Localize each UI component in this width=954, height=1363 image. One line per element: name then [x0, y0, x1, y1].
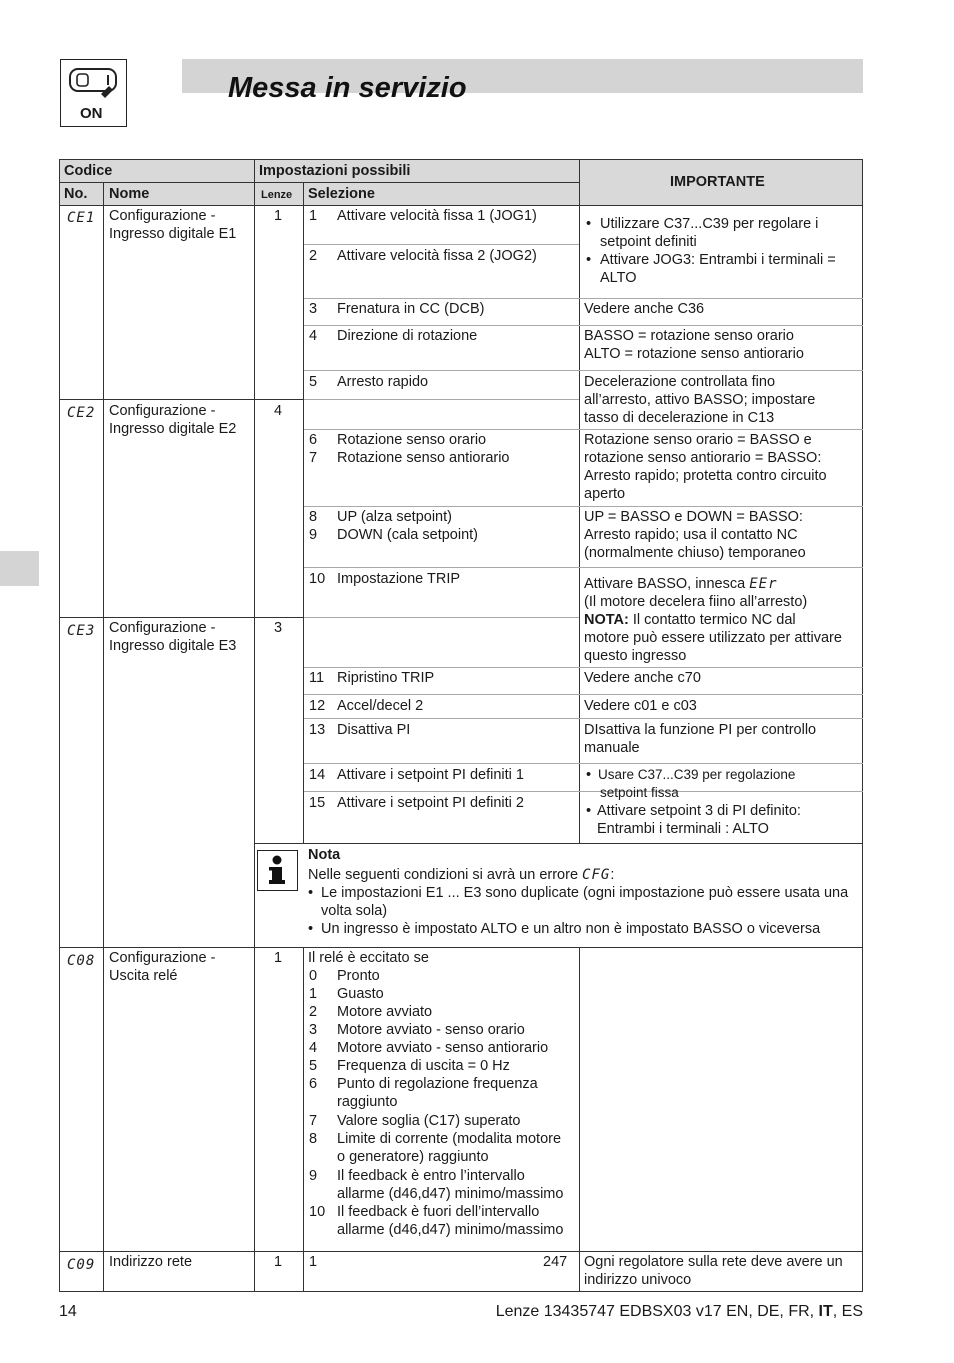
- sel-text-9: DOWN (cala setpoint): [337, 527, 479, 543]
- nota-bullet1-line1: Le impostazioni E1 ... E3 sono duplicate (ogni impostazione può essere usata una: [321, 885, 849, 901]
- note-reset: Vedere anche c70: [584, 670, 701, 686]
- bullet: •: [586, 767, 592, 783]
- sel-text-7: Rotazione senso antiorario: [337, 450, 510, 466]
- relay-num-1: 1: [309, 986, 318, 1002]
- relay-text-10-line1: Il feedback è fuori dell’intervallo: [337, 1204, 540, 1220]
- note-jog-line2: setpoint definiti: [600, 234, 697, 250]
- relay-text-10-line2: allarme (d46,d47) minimo/massimo: [337, 1222, 564, 1238]
- note-c09-line2: indirizzo univoco: [584, 1272, 692, 1288]
- name-ce1-line1: Configurazione -: [109, 208, 216, 224]
- sel-text-8: UP (alza setpoint): [337, 509, 452, 525]
- note-pi-set-line1: Usare C37...C39 per regolazione: [598, 767, 796, 782]
- sel-num-2: 2: [309, 248, 318, 264]
- relay-num-0: 0: [309, 968, 318, 984]
- relay-num-7: 7: [309, 1113, 318, 1129]
- page-title: Messa in servizio: [228, 72, 467, 104]
- note-trip-nota-label: NOTA:: [584, 612, 629, 628]
- relay-text-3: Motore avviato - senso orario: [337, 1022, 525, 1038]
- sel-text-6: Rotazione senso orario: [337, 432, 487, 448]
- nota-title: Nota: [308, 847, 341, 863]
- nota-intro: [308, 866, 614, 884]
- c09-range-max: 247: [543, 1254, 568, 1270]
- sel-text-15: Attivare i setpoint PI definiti 2: [337, 795, 524, 811]
- name-ce1-line2: Ingresso digitale E1: [109, 226, 237, 242]
- relay-num-9: 9: [309, 1168, 318, 1184]
- sel-num-10: 10: [309, 571, 326, 587]
- note-pi-off-line1: DIsattiva la funzione PI per controllo: [584, 722, 817, 738]
- code-c08: C08: [67, 953, 96, 969]
- sel-num-8: 8: [309, 509, 318, 525]
- relay-num-3: 3: [309, 1022, 318, 1038]
- lenze-ce2: 4: [274, 403, 283, 419]
- sel-num-9: 9: [309, 527, 318, 543]
- sel-text-14: Attivare i setpoint PI definiti 1: [337, 767, 524, 783]
- sel-num-6: 6: [309, 432, 318, 448]
- header-impostazioni: Impostazioni possibili: [259, 163, 411, 179]
- sel-num-13: 13: [309, 722, 326, 738]
- relay-num-10: 10: [309, 1204, 326, 1220]
- trip-error-code: EEr: [749, 576, 778, 592]
- note-trip-line5: questo ingresso: [584, 648, 687, 664]
- relay-text-4: Motore avviato - senso antiorario: [337, 1040, 549, 1056]
- relay-text-9-line2: allarme (d46,d47) minimo/massimo: [337, 1186, 564, 1202]
- ref-bold: IT: [818, 1303, 833, 1320]
- sel-num-11: 11: [309, 670, 325, 686]
- code-ce1: CE1: [67, 210, 96, 226]
- header-selezione: Selezione: [308, 186, 375, 202]
- code-ce2: CE2: [67, 405, 96, 421]
- note-trip-line1: [584, 575, 778, 593]
- note-trip-line4: motore può essere utilizzato per attivare: [584, 630, 842, 646]
- relay-text-7: Valore soglia (C17) superato: [337, 1113, 521, 1129]
- page-number: 14: [59, 1303, 77, 1320]
- header-codice: Codice: [64, 163, 113, 179]
- relay-num-2: 2: [309, 1004, 318, 1020]
- nota-intro-text: Nelle seguenti condizioni si avrà un errore: [308, 867, 583, 883]
- note-pi-set-line4: Entrambi i terminali : ALTO: [597, 821, 769, 837]
- bullet: •: [586, 216, 592, 232]
- note-rot-line3: Arresto rapido; protetta contro circuito: [584, 468, 827, 484]
- relay-text-5: Frequenza di uscita = 0 Hz: [337, 1058, 510, 1074]
- note-accel: Vedere c01 e c03: [584, 698, 697, 714]
- relay-text-8-line1: Limite di corrente (modalita motore: [337, 1131, 562, 1147]
- relay-text-0: Pronto: [337, 968, 380, 984]
- sel-text-1: Attivare velocità fissa 1 (JOG1): [337, 208, 537, 224]
- document-reference: [496, 1303, 863, 1321]
- bullet: •: [586, 803, 592, 819]
- note-jog-line4: ALTO: [600, 270, 637, 286]
- note-rot-line2: rotazione senso antiorario = BASSO:: [584, 450, 822, 466]
- sel-text-5: Arresto rapido: [337, 374, 429, 390]
- relay-text-6-line2: raggiunto: [337, 1094, 398, 1110]
- note-jog-line1: Utilizzare C37...C39 per regolare i: [600, 216, 819, 232]
- code-c09: C09: [67, 1257, 96, 1273]
- relay-text-1: Guasto: [337, 986, 384, 1002]
- bullet: •: [586, 252, 592, 268]
- note-rot-line4: aperto: [584, 486, 626, 502]
- sel-text-10: Impostazione TRIP: [337, 571, 461, 587]
- sel-num-5: 5: [309, 374, 318, 390]
- relay-text-8-line2: o generatore) raggiunto: [337, 1149, 489, 1165]
- sel-num-4: 4: [309, 328, 318, 344]
- lenze-c08: 1: [274, 950, 283, 966]
- nota-bullet2: Un ingresso è impostato ALTO e un altro non è impostato BASSO o viceversa: [321, 921, 821, 937]
- relay-intro: Il relé è eccitato se: [308, 950, 429, 966]
- sel-text-13: Disattiva PI: [337, 722, 411, 738]
- name-c09: Indirizzo rete: [109, 1254, 193, 1270]
- note-jog-line3: Attivare JOG3: Entrambi i terminali =: [600, 252, 836, 268]
- lenze-ce1: 1: [274, 208, 283, 224]
- relay-text-9-line1: Il feedback è entro l’intervallo: [337, 1168, 525, 1184]
- sel-num-3: 3: [309, 301, 318, 317]
- sel-text-4: Direzione di rotazione: [337, 328, 478, 344]
- note-trip-line3: [584, 611, 796, 629]
- sel-text-2: Attivare velocità fissa 2 (JOG2): [337, 248, 537, 264]
- c09-range-min: 1: [309, 1254, 318, 1270]
- note-pi-set-line3: Attivare setpoint 3 di PI definito:: [597, 803, 801, 819]
- sel-text-12: Accel/decel 2: [337, 698, 424, 714]
- sel-num-14: 14: [309, 767, 326, 783]
- name-c08-line1: Configurazione -: [109, 950, 216, 966]
- note-stop-line3: tasso di decelerazione in C13: [584, 410, 775, 426]
- ref-prefix: Lenze 13435747 EDBSX03 v17 EN, DE, FR,: [495, 1303, 819, 1320]
- note-pi-set-line2: setpoint fissa: [600, 785, 679, 800]
- note-rot-line1: Rotazione senso orario = BASSO e: [584, 432, 812, 448]
- note-updown-line1: UP = BASSO e DOWN = BASSO:: [584, 509, 803, 525]
- note-dcb: Vedere anche C36: [584, 301, 705, 317]
- header-lenze: Lenze: [261, 189, 293, 201]
- note-pi-off-line2: manuale: [584, 740, 640, 756]
- nota-bullet1-line2: volta sola): [321, 903, 388, 919]
- name-ce2-line2: Ingresso digitale E2: [109, 421, 237, 437]
- relay-num-8: 8: [309, 1131, 318, 1147]
- header-no: No.: [64, 186, 88, 202]
- sel-text-3: Frenatura in CC (DCB): [337, 301, 485, 317]
- note-dir-line1: BASSO = rotazione senso orario: [584, 328, 794, 344]
- sel-text-11: Ripristino TRIP: [337, 670, 435, 686]
- ref-suffix: , ES: [832, 1303, 863, 1320]
- name-ce3-line2: Ingresso digitale E3: [109, 638, 237, 654]
- relay-num-4: 4: [309, 1040, 318, 1056]
- sel-num-15: 15: [309, 795, 326, 811]
- relay-num-5: 5: [309, 1058, 318, 1074]
- sel-num-1: 1: [309, 208, 318, 224]
- code-ce3: CE3: [67, 623, 96, 639]
- lenze-ce3: 3: [274, 620, 283, 636]
- name-c08-line2: Uscita relé: [109, 968, 178, 984]
- note-dir-line2: ALTO = rotazione senso antiorario: [584, 346, 804, 362]
- sel-num-12: 12: [309, 698, 326, 714]
- note-stop-line1: Decelerazione controllata fino: [584, 374, 776, 390]
- side-tab: [0, 551, 39, 586]
- note-stop-line2: all’arresto, attivo BASSO; impostare: [584, 392, 816, 408]
- note-trip-prefix: Attivare BASSO, innesca: [584, 576, 750, 592]
- cfg-error-code: CFG: [582, 867, 611, 883]
- relay-text-2: Motore avviato: [337, 1004, 433, 1020]
- sel-num-7: 7: [309, 450, 318, 466]
- note-c09-line1: Ogni regolatore sulla rete deve avere un: [584, 1254, 843, 1270]
- header-nome: Nome: [109, 186, 150, 202]
- note-updown-line2: Arresto rapido; usa il contatto NC: [584, 527, 798, 543]
- relay-text-6-line1: Punto di regolazione frequenza: [337, 1076, 538, 1092]
- nota-intro-end: :: [610, 867, 615, 883]
- lenze-c09: 1: [274, 1254, 283, 1270]
- note-trip-nota-text: Il contatto termico NC dal: [628, 612, 796, 628]
- note-updown-line3: (normalmente chiuso) temporaneo: [584, 545, 806, 561]
- switch-on-icon: [60, 59, 127, 127]
- bullet: •: [308, 885, 314, 901]
- on-label: ON: [80, 105, 103, 122]
- note-trip-line2: (Il motore decelera fiino all’arresto): [584, 594, 808, 610]
- name-ce2-line1: Configurazione -: [109, 403, 216, 419]
- name-ce3-line1: Configurazione -: [109, 620, 216, 636]
- header-importante: IMPORTANTE: [670, 174, 765, 190]
- info-icon: [257, 850, 298, 891]
- relay-num-6: 6: [309, 1076, 318, 1092]
- settings-table: [59, 159, 863, 1292]
- bullet: •: [308, 921, 314, 937]
